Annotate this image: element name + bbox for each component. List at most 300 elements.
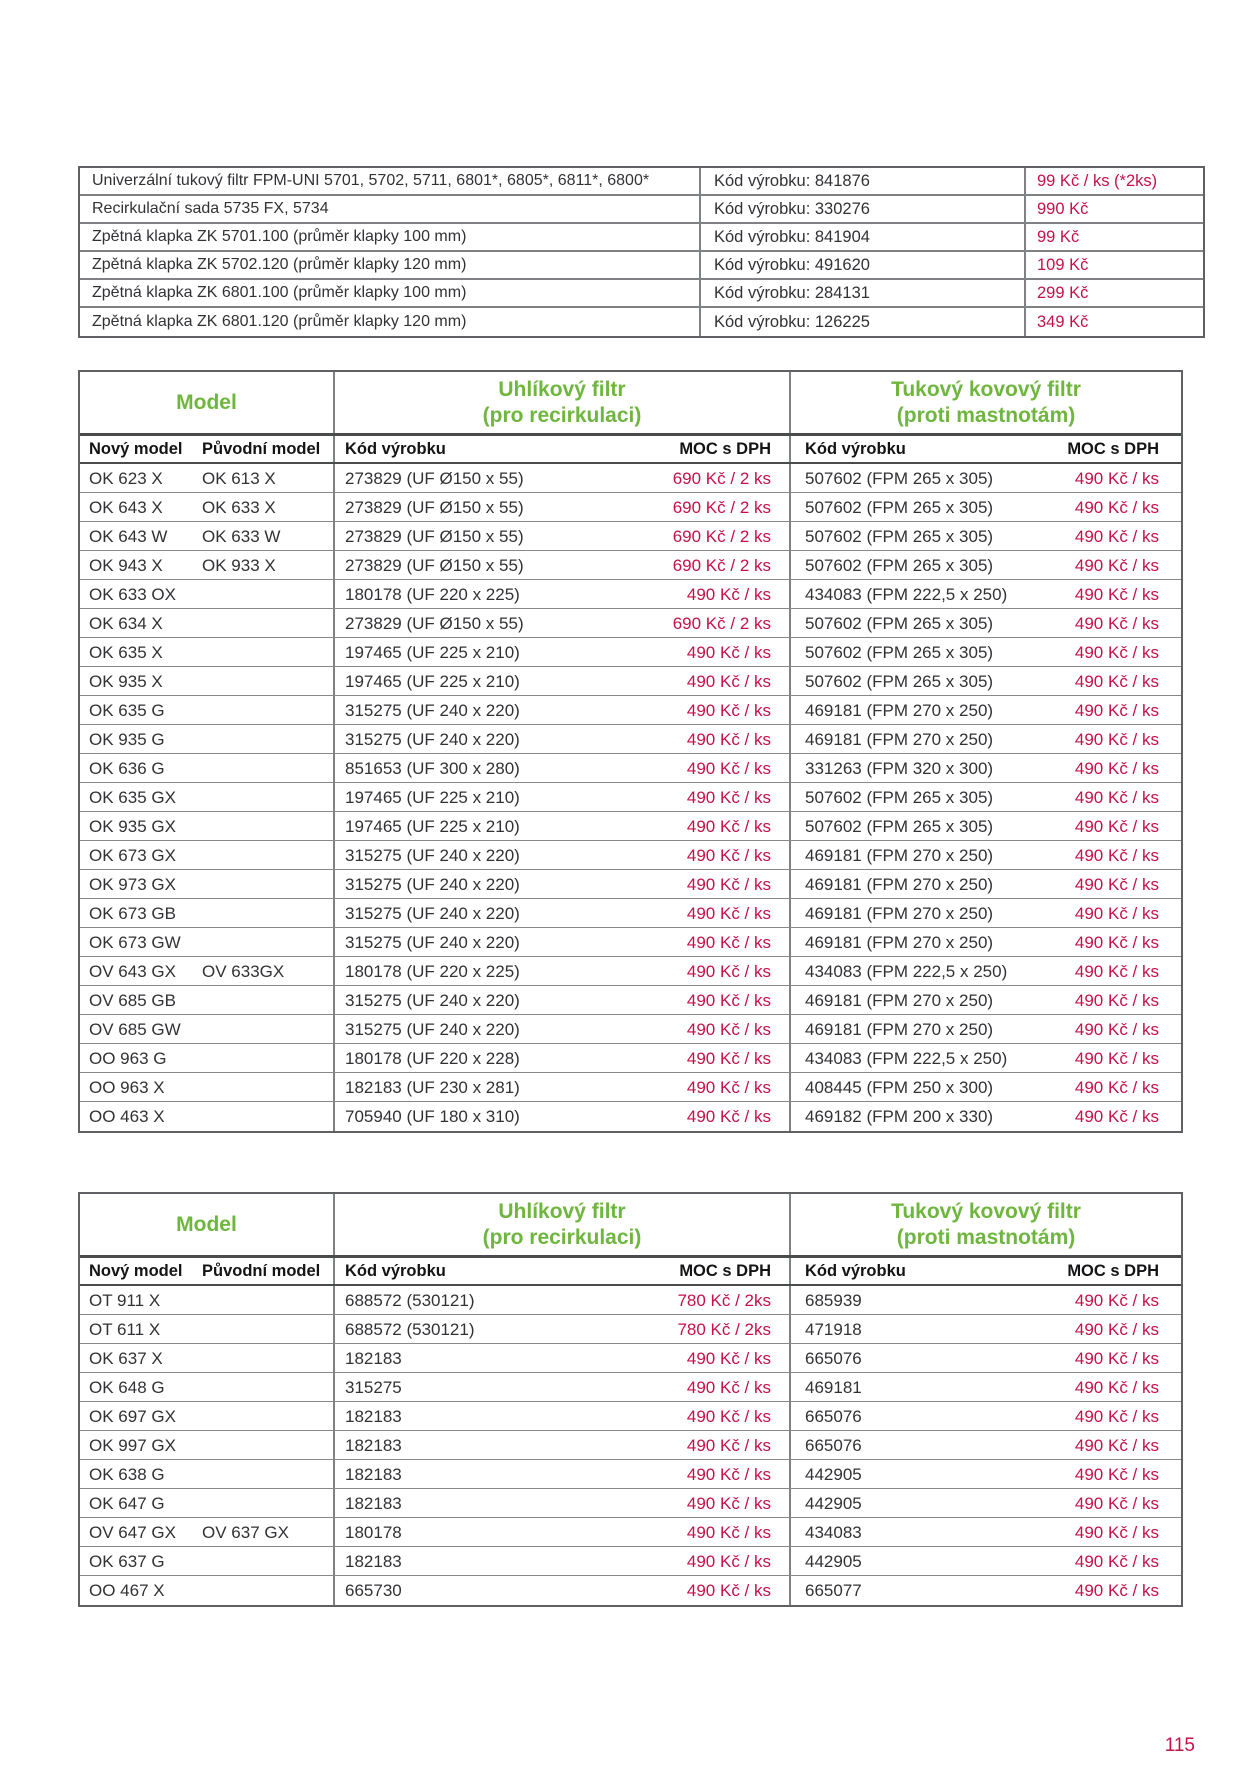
grease-filter-subtitle: (proti mastnotám) — [896, 1225, 1076, 1249]
model-section — [80, 928, 333, 956]
carbon-code-cell: 180178 (UF 220 x 228) — [345, 1048, 520, 1068]
carbon-filter-section — [333, 928, 789, 956]
table-row — [80, 1315, 1181, 1344]
carbon-code-cell: 273829 (UF Ø150 x 55) — [345, 468, 524, 488]
carbon-code-column-header: Kód výrobku — [345, 1262, 446, 1280]
carbon-code-cell: 197465 (UF 225 x 210) — [345, 816, 520, 836]
carbon-code-cell: 182183 — [345, 1435, 402, 1455]
carbon-price-cell: 490 Kč / ks — [686, 1377, 771, 1397]
new-model-cell: OO 963 X — [89, 1077, 165, 1097]
carbon-filter-section — [333, 493, 789, 521]
carbon-price-cell: 490 Kč / ks — [686, 758, 771, 778]
grease-price-cell: 490 Kč / ks — [1074, 1290, 1159, 1310]
grease-price-cell: 490 Kč / ks — [1074, 1493, 1159, 1513]
grease-price-cell: 490 Kč / ks — [1074, 1348, 1159, 1368]
table-subheader — [80, 436, 1181, 464]
carbon-price-cell: 490 Kč / ks — [686, 874, 771, 894]
carbon-filter-section — [333, 1044, 789, 1072]
grease-subheader — [789, 436, 1181, 462]
new-model-cell: OV 685 GW — [89, 1019, 181, 1039]
model-header-cell — [80, 1194, 333, 1255]
grease-filter-section — [789, 522, 1181, 550]
old-model-cell: OK 633 X — [202, 497, 276, 517]
grease-code-cell: 685939 — [805, 1290, 862, 1310]
new-model-cell: OK 635 G — [89, 700, 165, 720]
new-model-cell: OK 997 GX — [89, 1435, 176, 1455]
table-row — [80, 638, 1181, 667]
accessories-table-body — [80, 168, 1203, 336]
grease-code-cell: 331263 (FPM 320 x 300) — [805, 758, 994, 778]
grease-price-cell: 490 Kč / ks — [1074, 584, 1159, 604]
carbon-filter-section — [333, 725, 789, 753]
grease-price-cell: 490 Kč / ks — [1074, 1107, 1159, 1126]
filter-table-1 — [78, 370, 1183, 1133]
carbon-filter-section — [333, 1518, 789, 1546]
carbon-code-cell: 273829 (UF Ø150 x 55) — [345, 497, 524, 517]
table-row — [80, 1015, 1181, 1044]
carbon-filter-section — [333, 1073, 789, 1101]
grease-filter-section — [789, 696, 1181, 724]
table-row — [80, 667, 1181, 696]
carbon-code-cell: 197465 (UF 225 x 210) — [345, 787, 520, 807]
grease-price-cell: 490 Kč / ks — [1074, 787, 1159, 807]
grease-price-cell: 490 Kč / ks — [1074, 1435, 1159, 1455]
carbon-code-cell: 273829 (UF Ø150 x 55) — [345, 555, 524, 575]
grease-filter-section — [789, 580, 1181, 608]
carbon-code-cell: 180178 — [345, 1522, 402, 1542]
table-row — [80, 899, 1181, 928]
table-subheader — [80, 1258, 1181, 1286]
grease-code-cell: 469181 (FPM 270 x 250) — [805, 729, 994, 749]
carbon-filter-section — [333, 899, 789, 927]
grease-code-cell: 442905 — [805, 1551, 862, 1571]
model-section — [80, 1431, 333, 1459]
model-section — [80, 899, 333, 927]
new-model-cell: OV 643 GX — [89, 961, 176, 981]
grease-price-cell: 490 Kč / ks — [1074, 671, 1159, 691]
table-row — [80, 580, 1181, 609]
carbon-price-cell: 490 Kč / ks — [686, 642, 771, 662]
grease-price-column-header: MOC s DPH — [1067, 440, 1159, 458]
grease-filter-section — [789, 1489, 1181, 1517]
carbon-filter-section — [333, 1286, 789, 1314]
table-row — [80, 493, 1181, 522]
table-row — [80, 308, 1203, 336]
grease-price-cell: 490 Kč / ks — [1074, 555, 1159, 575]
grease-price-cell: 490 Kč / ks — [1074, 874, 1159, 894]
carbon-filter-section — [333, 870, 789, 898]
grease-filter-section — [789, 1373, 1181, 1401]
model-section — [80, 1576, 333, 1605]
grease-code-cell: 469181 (FPM 270 x 250) — [805, 700, 994, 720]
model-section — [80, 1489, 333, 1517]
model-section — [80, 1518, 333, 1546]
grease-filter-section — [789, 1315, 1181, 1343]
carbon-filter-section — [333, 1402, 789, 1430]
grease-filter-section — [789, 986, 1181, 1014]
carbon-filter-section — [333, 1576, 789, 1605]
table-row — [80, 754, 1181, 783]
new-model-cell: OK 635 GX — [89, 787, 176, 807]
carbon-code-cell: 197465 (UF 225 x 210) — [345, 642, 520, 662]
table-row — [80, 928, 1181, 957]
carbon-code-cell: 197465 (UF 225 x 210) — [345, 671, 520, 691]
table-row — [80, 168, 1203, 196]
carbon-price-cell: 490 Kč / ks — [686, 961, 771, 981]
product-code-cell: Kód výrobku: 841876 — [699, 168, 1024, 194]
model-subheader — [80, 1258, 333, 1284]
model-section — [80, 1402, 333, 1430]
new-model-cell: OK 637 X — [89, 1348, 163, 1368]
table-row — [80, 870, 1181, 899]
grease-filter-section — [789, 754, 1181, 782]
new-model-cell: OK 634 X — [89, 613, 163, 633]
grease-price-cell: 490 Kč / ks — [1074, 1551, 1159, 1571]
model-section — [80, 986, 333, 1014]
product-name-cell: Recirkulační sada 5735 FX, 5734 — [92, 200, 329, 217]
product-price-cell: 109 Kč — [1024, 252, 1203, 278]
table-row — [80, 464, 1181, 493]
grease-filter-section — [789, 1344, 1181, 1372]
carbon-code-cell: 315275 (UF 240 x 220) — [345, 729, 520, 749]
carbon-subheader — [333, 436, 789, 462]
carbon-filter-section — [333, 609, 789, 637]
grease-filter-section — [789, 1286, 1181, 1314]
table-row — [80, 986, 1181, 1015]
model-section — [80, 522, 333, 550]
grease-price-cell: 490 Kč / ks — [1074, 932, 1159, 952]
model-section — [80, 1102, 333, 1131]
new-model-cell: OK 935 GX — [89, 816, 176, 836]
grease-price-cell: 490 Kč / ks — [1074, 961, 1159, 981]
new-model-cell: OK 943 X — [89, 555, 163, 575]
product-name-cell: Zpětná klapka ZK 5702.120 (průměr klapky 120 mm) — [92, 256, 467, 273]
table-header — [80, 1194, 1181, 1258]
carbon-filter-section — [333, 464, 789, 492]
new-model-cell: OK 935 X — [89, 671, 163, 691]
carbon-price-cell: 490 Kč / ks — [686, 700, 771, 720]
new-model-cell: OO 963 G — [89, 1048, 167, 1068]
carbon-price-cell: 490 Kč / ks — [686, 1522, 771, 1542]
accessories-table — [78, 166, 1205, 338]
new-model-cell: OK 935 G — [89, 729, 165, 749]
grease-price-cell: 490 Kč / ks — [1074, 729, 1159, 749]
product-price-cell: 990 Kč — [1024, 196, 1203, 222]
carbon-code-cell: 315275 (UF 240 x 220) — [345, 700, 520, 720]
carbon-price-cell: 490 Kč / ks — [686, 1019, 771, 1039]
product-code-cell: Kód výrobku: 841904 — [699, 224, 1024, 250]
new-model-cell: OK 637 G — [89, 1551, 165, 1571]
carbon-price-cell: 490 Kč / ks — [686, 1493, 771, 1513]
grease-code-cell: 469181 (FPM 270 x 250) — [805, 874, 994, 894]
carbon-price-cell: 490 Kč / ks — [686, 1435, 771, 1455]
new-model-cell: OK 643 W — [89, 526, 168, 546]
table-row — [80, 957, 1181, 986]
grease-code-cell: 507602 (FPM 265 x 305) — [805, 468, 994, 488]
carbon-code-cell: 315275 (UF 240 x 220) — [345, 874, 520, 894]
grease-code-cell: 469181 (FPM 270 x 250) — [805, 903, 994, 923]
grease-code-cell: 434083 — [805, 1522, 862, 1542]
model-section — [80, 580, 333, 608]
model-section — [80, 754, 333, 782]
new-model-cell: OK 673 GW — [89, 932, 181, 952]
table-row — [80, 812, 1181, 841]
table-row — [80, 696, 1181, 725]
grease-price-cell: 490 Kč / ks — [1074, 468, 1159, 488]
grease-price-cell: 490 Kč / ks — [1074, 642, 1159, 662]
carbon-filter-title: Uhlíkový filtr — [498, 1199, 626, 1223]
carbon-code-cell: 315275 (UF 240 x 220) — [345, 903, 520, 923]
grease-price-cell: 490 Kč / ks — [1074, 526, 1159, 546]
grease-code-column-header: Kód výrobku — [805, 440, 906, 458]
table-row — [80, 522, 1181, 551]
new-model-cell: OK 647 G — [89, 1493, 165, 1513]
carbon-price-cell: 780 Kč / 2ks — [677, 1290, 771, 1310]
carbon-code-cell: 315275 (UF 240 x 220) — [345, 1019, 520, 1039]
grease-price-cell: 490 Kč / ks — [1074, 1048, 1159, 1068]
grease-price-cell: 490 Kč / ks — [1074, 1019, 1159, 1039]
grease-code-cell: 665077 — [805, 1581, 862, 1600]
carbon-price-cell: 490 Kč / ks — [686, 903, 771, 923]
grease-code-cell: 469181 — [805, 1377, 862, 1397]
model-section — [80, 812, 333, 840]
grease-price-cell: 490 Kč / ks — [1074, 758, 1159, 778]
carbon-filter-section — [333, 1460, 789, 1488]
new-model-cell: OK 638 G — [89, 1464, 165, 1484]
carbon-price-cell: 490 Kč / ks — [686, 1464, 771, 1484]
table-row — [80, 1460, 1181, 1489]
model-section — [80, 667, 333, 695]
filter-table-2 — [78, 1192, 1183, 1607]
grease-code-cell: 434083 (FPM 222,5 x 250) — [805, 961, 1008, 981]
carbon-filter-header-cell — [333, 1194, 789, 1255]
table-row — [80, 725, 1181, 754]
table-row — [80, 224, 1203, 252]
model-section — [80, 609, 333, 637]
carbon-code-cell: 182183 — [345, 1493, 402, 1513]
table-body — [80, 1286, 1181, 1605]
carbon-filter-section — [333, 841, 789, 869]
carbon-filter-section — [333, 1344, 789, 1372]
carbon-filter-subtitle: (pro recirkulaci) — [482, 403, 642, 427]
table-row — [80, 1044, 1181, 1073]
new-model-cell: OK 636 G — [89, 758, 165, 778]
old-model-cell: OK 933 X — [202, 555, 276, 575]
new-model-cell: OO 467 X — [89, 1581, 165, 1600]
grease-code-cell: 469182 (FPM 200 x 330) — [805, 1107, 994, 1126]
carbon-price-cell: 490 Kč / ks — [686, 816, 771, 836]
model-section — [80, 464, 333, 492]
carbon-filter-section — [333, 1015, 789, 1043]
carbon-filter-section — [333, 986, 789, 1014]
product-price-cell: 99 Kč — [1024, 224, 1203, 250]
carbon-code-cell: 182183 — [345, 1348, 402, 1368]
grease-filter-subtitle: (proti mastnotám) — [896, 403, 1076, 427]
table-row — [80, 252, 1203, 280]
grease-code-cell: 507602 (FPM 265 x 305) — [805, 816, 994, 836]
new-model-cell: OK 697 GX — [89, 1406, 176, 1426]
model-section — [80, 1344, 333, 1372]
carbon-filter-section — [333, 1431, 789, 1459]
product-name-cell: Zpětná klapka ZK 6801.120 (průměr klapky 120 mm) — [92, 313, 467, 330]
carbon-price-cell: 490 Kč / ks — [686, 1348, 771, 1368]
grease-code-cell: 507602 (FPM 265 x 305) — [805, 613, 994, 633]
carbon-price-cell: 490 Kč / ks — [686, 932, 771, 952]
table-row — [80, 1547, 1181, 1576]
table-row — [80, 1402, 1181, 1431]
carbon-price-cell: 490 Kč / ks — [686, 1107, 771, 1126]
product-name-cell: Zpětná klapka ZK 6801.100 (průměr klapky 100 mm) — [92, 284, 467, 301]
grease-price-cell: 490 Kč / ks — [1074, 700, 1159, 720]
grease-filter-title: Tukový kovový filtr — [891, 377, 1081, 401]
model-section — [80, 725, 333, 753]
grease-filter-header-cell — [789, 372, 1181, 433]
carbon-filter-section — [333, 783, 789, 811]
new-model-column-header: Nový model — [89, 440, 183, 458]
grease-filter-section — [789, 1431, 1181, 1459]
carbon-price-cell: 490 Kč / ks — [686, 671, 771, 691]
carbon-filter-section — [333, 667, 789, 695]
grease-filter-section — [789, 1044, 1181, 1072]
new-model-cell: OK 643 X — [89, 497, 163, 517]
grease-code-cell: 665076 — [805, 1348, 862, 1368]
carbon-code-cell: 315275 (UF 240 x 220) — [345, 990, 520, 1010]
new-model-column-header: Nový model — [89, 1262, 183, 1280]
table-row — [80, 1373, 1181, 1402]
carbon-price-cell: 490 Kč / ks — [686, 1581, 771, 1600]
grease-code-cell: 507602 (FPM 265 x 305) — [805, 497, 994, 517]
grease-code-cell: 442905 — [805, 1464, 862, 1484]
grease-code-cell: 507602 (FPM 265 x 305) — [805, 642, 994, 662]
carbon-price-cell: 690 Kč / 2 ks — [672, 468, 771, 488]
carbon-filter-section — [333, 1547, 789, 1575]
new-model-cell: OK 673 GX — [89, 845, 176, 865]
grease-code-cell: 469181 (FPM 270 x 250) — [805, 1019, 994, 1039]
carbon-code-cell: 182183 — [345, 1406, 402, 1426]
carbon-filter-subtitle: (pro recirkulaci) — [482, 1225, 642, 1249]
grease-filter-section — [789, 1518, 1181, 1546]
grease-price-cell: 490 Kč / ks — [1074, 903, 1159, 923]
carbon-price-cell: 490 Kč / ks — [686, 787, 771, 807]
carbon-price-cell: 490 Kč / ks — [686, 1048, 771, 1068]
model-subheader — [80, 436, 333, 462]
grease-filter-section — [789, 1402, 1181, 1430]
carbon-price-column-header: MOC s DPH — [679, 1262, 771, 1280]
carbon-code-cell: 851653 (UF 300 x 280) — [345, 758, 520, 778]
grease-filter-section — [789, 725, 1181, 753]
grease-filter-section — [789, 812, 1181, 840]
carbon-code-cell: 180178 (UF 220 x 225) — [345, 584, 520, 604]
grease-code-cell: 665076 — [805, 1406, 862, 1426]
model-section — [80, 1044, 333, 1072]
grease-code-cell: 507602 (FPM 265 x 305) — [805, 787, 994, 807]
table-row — [80, 551, 1181, 580]
grease-filter-section — [789, 493, 1181, 521]
grease-filter-section — [789, 1073, 1181, 1101]
carbon-subheader — [333, 1258, 789, 1284]
model-section — [80, 696, 333, 724]
carbon-price-column-header: MOC s DPH — [679, 440, 771, 458]
model-section — [80, 957, 333, 985]
model-header-cell — [80, 372, 333, 433]
carbon-price-cell: 690 Kč / 2 ks — [672, 613, 771, 633]
model-section — [80, 551, 333, 579]
grease-code-cell: 469181 (FPM 270 x 250) — [805, 845, 994, 865]
old-model-column-header: Původní model — [202, 1262, 321, 1280]
grease-price-cell: 490 Kč / ks — [1074, 990, 1159, 1010]
grease-filter-section — [789, 957, 1181, 985]
grease-code-column-header: Kód výrobku — [805, 1262, 906, 1280]
grease-code-cell: 665076 — [805, 1435, 862, 1455]
model-section — [80, 841, 333, 869]
grease-price-cell: 490 Kč / ks — [1074, 1319, 1159, 1339]
carbon-filter-section — [333, 754, 789, 782]
carbon-code-cell: 273829 (UF Ø150 x 55) — [345, 613, 524, 633]
carbon-code-cell: 315275 (UF 240 x 220) — [345, 845, 520, 865]
model-section — [80, 493, 333, 521]
grease-price-cell: 490 Kč / ks — [1074, 1522, 1159, 1542]
grease-filter-section — [789, 667, 1181, 695]
model-section — [80, 1073, 333, 1101]
grease-price-cell: 490 Kč / ks — [1074, 1581, 1159, 1600]
table-row — [80, 609, 1181, 638]
old-model-cell: OK 613 X — [202, 468, 276, 488]
model-section — [80, 638, 333, 666]
grease-filter-header-cell — [789, 1194, 1181, 1255]
model-section — [80, 1547, 333, 1575]
grease-price-cell: 490 Kč / ks — [1074, 816, 1159, 836]
carbon-code-cell: 705940 (UF 180 x 310) — [345, 1107, 520, 1126]
new-model-cell: OO 463 X — [89, 1107, 165, 1126]
grease-price-column-header: MOC s DPH — [1067, 1262, 1159, 1280]
grease-price-cell: 490 Kč / ks — [1074, 1406, 1159, 1426]
grease-filter-section — [789, 1547, 1181, 1575]
carbon-price-cell: 490 Kč / ks — [686, 1406, 771, 1426]
grease-code-cell: 507602 (FPM 265 x 305) — [805, 555, 994, 575]
carbon-price-cell: 490 Kč / ks — [686, 729, 771, 749]
new-model-cell: OV 685 GB — [89, 990, 176, 1010]
table-row — [80, 1489, 1181, 1518]
carbon-price-cell: 490 Kč / ks — [686, 1551, 771, 1571]
carbon-filter-section — [333, 1315, 789, 1343]
new-model-cell: OK 623 X — [89, 468, 163, 488]
grease-filter-section — [789, 638, 1181, 666]
carbon-filter-section — [333, 1373, 789, 1401]
model-section — [80, 783, 333, 811]
carbon-price-cell: 690 Kč / 2 ks — [672, 497, 771, 517]
product-code-cell: Kód výrobku: 284131 — [699, 280, 1024, 306]
grease-code-cell: 434083 (FPM 222,5 x 250) — [805, 1048, 1008, 1068]
product-code-cell: Kód výrobku: 491620 — [699, 252, 1024, 278]
model-section — [80, 1373, 333, 1401]
table-row — [80, 841, 1181, 870]
page-number: 115 — [1164, 1735, 1195, 1756]
carbon-filter-section — [333, 696, 789, 724]
carbon-price-cell: 490 Kč / ks — [686, 1077, 771, 1097]
grease-price-cell: 490 Kč / ks — [1074, 1077, 1159, 1097]
grease-filter-section — [789, 609, 1181, 637]
old-model-column-header: Původní model — [202, 440, 321, 458]
product-name-cell: Univerzální tukový filtr FPM-UNI 5701, 5702, 5711, 6801*, 6805*, 6811*, 6800* — [92, 172, 650, 189]
grease-filter-section — [789, 928, 1181, 956]
product-code-cell: Kód výrobku: 330276 — [699, 196, 1024, 222]
old-model-cell: OK 633 W — [202, 526, 281, 546]
model-section — [80, 1315, 333, 1343]
carbon-code-cell: 665730 — [345, 1581, 402, 1600]
grease-filter-section — [789, 870, 1181, 898]
grease-filter-section — [789, 1460, 1181, 1488]
model-header-label: Model — [176, 390, 237, 414]
